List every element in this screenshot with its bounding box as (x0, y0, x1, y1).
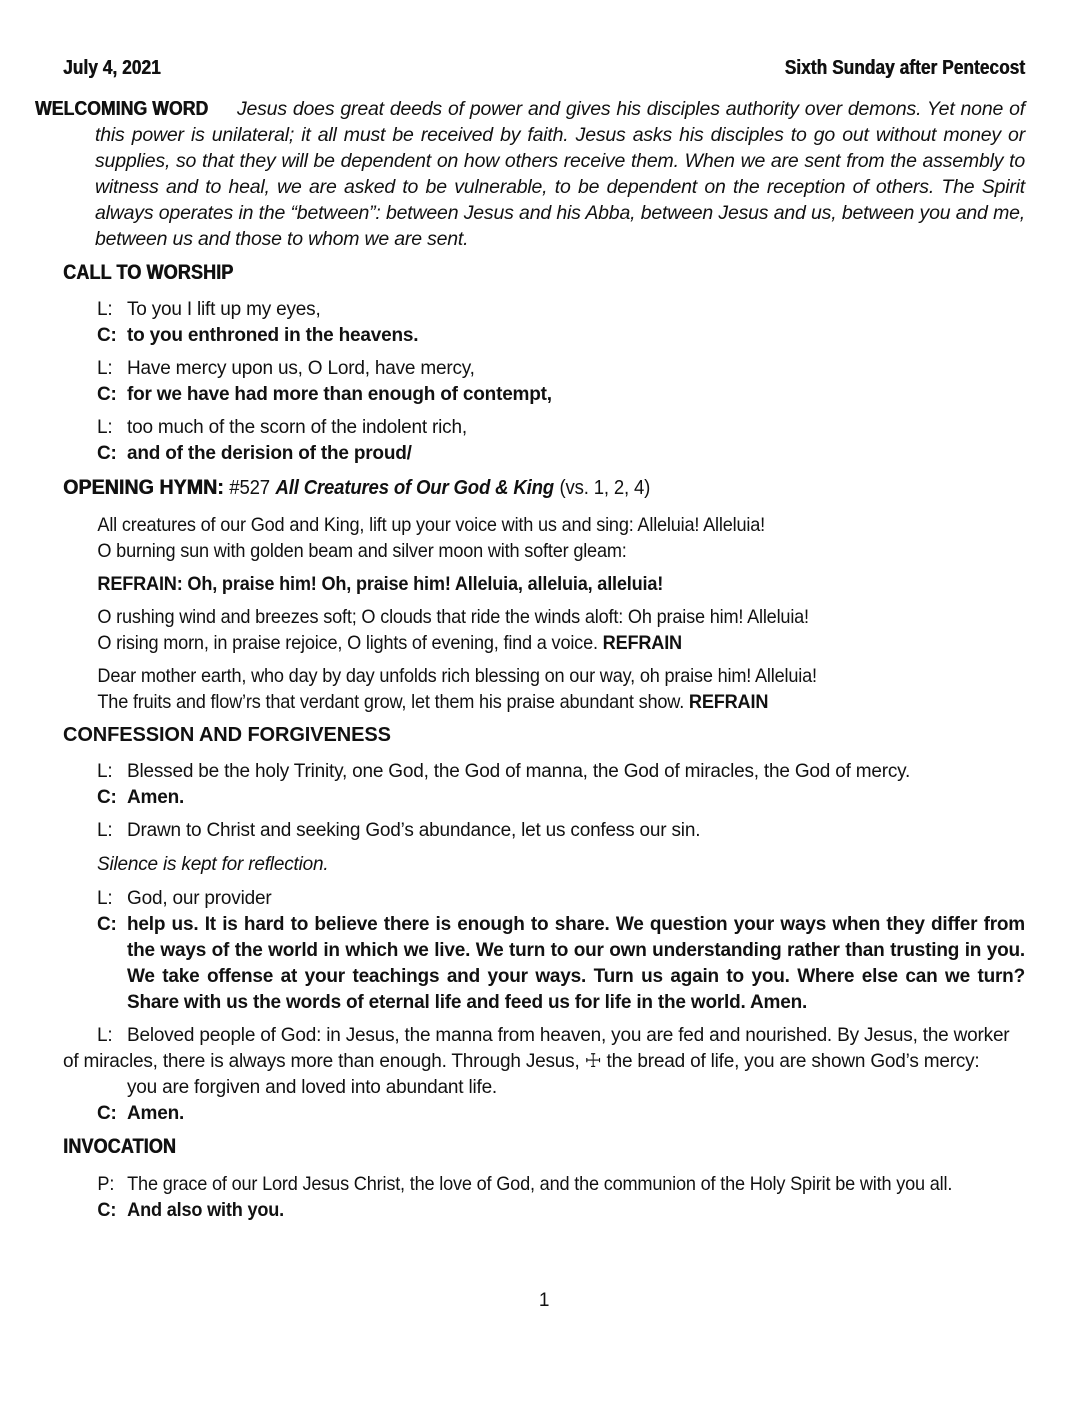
leader-label: L: (97, 888, 113, 909)
people-label: C: (97, 914, 117, 935)
absolution-line-1 (63, 1023, 1025, 1049)
verse-line: O rising morn, in praise rejoice, O lights of evening, find a voice. (97, 632, 598, 654)
people-line (63, 1101, 1025, 1127)
hymn-verse-1 (63, 512, 1025, 564)
presider-label: P: (97, 1173, 115, 1195)
header-feast-title: Sixth Sunday after Pentecost (784, 57, 1026, 79)
welcoming-word-body: Jesus does great deeds of power and gives his disciples authority over demons. Yet none of this power is unilateral; it all must be received by faith. Jesus asks his disciples to go out without money or supplies, so that they will be dependent on how others receive them. When we are sent from the assembly to witness and to heal, we are asked to be vulnerable, to be dependent on the reception of others. The Spirit always operates in the “between”: between Jesus and his Abba, between Jesus and us, between you and me, between us and those to whom we are sent. (95, 98, 1025, 250)
leader-label: L: (97, 299, 113, 320)
people-line (63, 912, 1025, 1016)
people-label: C: (97, 443, 117, 464)
leader-line (63, 759, 1025, 785)
exhortation-line (63, 818, 1025, 844)
people-label: C: (97, 1103, 117, 1124)
people-line (63, 1197, 1025, 1223)
hymn-verses-note: (vs. 1, 2, 4) (559, 477, 651, 499)
document-header (63, 56, 1025, 80)
versicle-pair (63, 356, 1025, 408)
leader-text: To you I lift up my eyes, (127, 299, 321, 320)
verse-line: The fruits and flow’rs that verdant grow, let them his praise abundant show. (97, 691, 685, 713)
people-text: Amen. (127, 1103, 185, 1124)
leader-label: L: (97, 820, 113, 841)
versicle-pair (63, 297, 1025, 349)
absolution-paragraph (63, 1023, 1025, 1127)
people-text: and of the derision of the proud/ (127, 443, 412, 464)
confession-heading: CONFESSION AND FORGIVENESS (63, 724, 391, 746)
people-line (63, 785, 1025, 811)
versicle-pair (63, 759, 1025, 811)
people-text: And also with you. (127, 1199, 285, 1221)
absolution-line-2: of miracles, there is always more than enough. Through Jesus, ☩ the bread of life, you are shown God’s mercy: (63, 1051, 980, 1072)
leader-text: too much of the scorn of the indolent rich, (127, 417, 467, 438)
absolution-line-3: you are forgiven and loved into abundant life. (127, 1077, 498, 1098)
refrain-marker: REFRAIN (688, 691, 769, 713)
hymn-number: #527 (229, 477, 270, 499)
leader-text: Blessed be the holy Trinity, one God, the God of manna, the God of miracles, the God of mercy. (127, 761, 911, 782)
presider-line (63, 1171, 1025, 1197)
leader-text: Have mercy upon us, O Lord, have mercy, (127, 358, 475, 379)
welcoming-word-heading: WELCOMING WORD (34, 98, 209, 120)
leader-text: God, our provider (127, 888, 272, 909)
invocation-heading: INVOCATION (63, 1135, 176, 1158)
leader-label: L: (97, 417, 113, 438)
confession-content (63, 759, 1025, 1127)
opening-hymn-heading-line (63, 476, 1025, 500)
people-line (63, 323, 1025, 349)
people-text: to you enthroned in the heavens. (127, 325, 419, 346)
presider-text: The grace of our Lord Jesus Christ, the love of God, and the communion of the Holy Spirit be with you all. (127, 1173, 953, 1195)
leader-text: Drawn to Christ and seeking God’s abundance, let us confess our sin. (127, 820, 701, 841)
verse-line: O rushing wind and breezes soft; O clouds that ride the winds aloft: Oh praise him! Alleluia! (97, 606, 809, 628)
welcoming-word-paragraph (34, 96, 1025, 252)
people-text: help us. It is hard to believe there is enough to share. We question your ways when they differ from the ways of the world in which we live. We turn to our own understanding rather than trusting in you. We take offense at your teachings and your ways. Turn us again to you. Where else can we turn? Share with us the words of eternal life and feed us for life in the world. Amen. (127, 914, 1025, 1013)
refrain-marker: REFRAIN (602, 632, 682, 654)
leader-label: L: (97, 761, 113, 782)
opening-hymn-heading: OPENING HYMN: (63, 476, 224, 499)
people-label: C: (97, 384, 117, 405)
invocation-section (63, 1135, 1025, 1223)
hymn-verse-2 (63, 604, 1025, 656)
people-text: Amen. (127, 787, 185, 808)
page-number: 1 (538, 1290, 550, 1311)
leader-label: L: (97, 358, 113, 379)
hymn-refrain: REFRAIN: Oh, praise him! Oh, praise him! Alleluia, alleluia, alleluia! (97, 573, 664, 595)
versicle-pair (63, 415, 1025, 467)
people-text: for we have had more than enough of contempt, (127, 384, 552, 405)
verse-line: O burning sun with golden beam and silver moon with softer gleam: (97, 540, 627, 562)
leader-line (63, 297, 1025, 323)
leader-line (63, 356, 1025, 382)
people-label: C: (97, 787, 117, 808)
call-to-worship-section (63, 261, 1025, 467)
leader-line (63, 886, 1025, 912)
silence-rubric: Silence is kept for reflection. (97, 854, 329, 875)
verse-line: Dear mother earth, who day by day unfolds rich blessing on our way, oh praise him! Alleluia! (97, 665, 817, 687)
opening-hymn-section (63, 476, 1025, 715)
hymn-verse-3 (63, 663, 1025, 715)
invocation-responses (63, 1171, 1025, 1223)
absolution-text: Beloved people of God: in Jesus, the manna from heaven, you are fed and nourished. By Jesus, the worker (127, 1025, 1010, 1046)
verse-line: All creatures of our God and King, lift up your voice with us and sing: Alleluia! Alleluia! (97, 514, 765, 536)
confession-section (63, 723, 1025, 1127)
call-to-worship-responses (63, 297, 1025, 467)
versicle-pair (63, 886, 1025, 1016)
leader-line (63, 415, 1025, 441)
people-line (63, 441, 1025, 467)
hymn-title: All Creatures of Our God & King (275, 477, 554, 499)
call-to-worship-heading: CALL TO WORSHIP (63, 261, 234, 284)
header-date: July 4, 2021 (63, 57, 161, 79)
people-line (63, 382, 1025, 408)
people-label: C: (97, 1199, 117, 1221)
leader-label: L: (97, 1025, 113, 1046)
people-label: C: (97, 325, 117, 346)
